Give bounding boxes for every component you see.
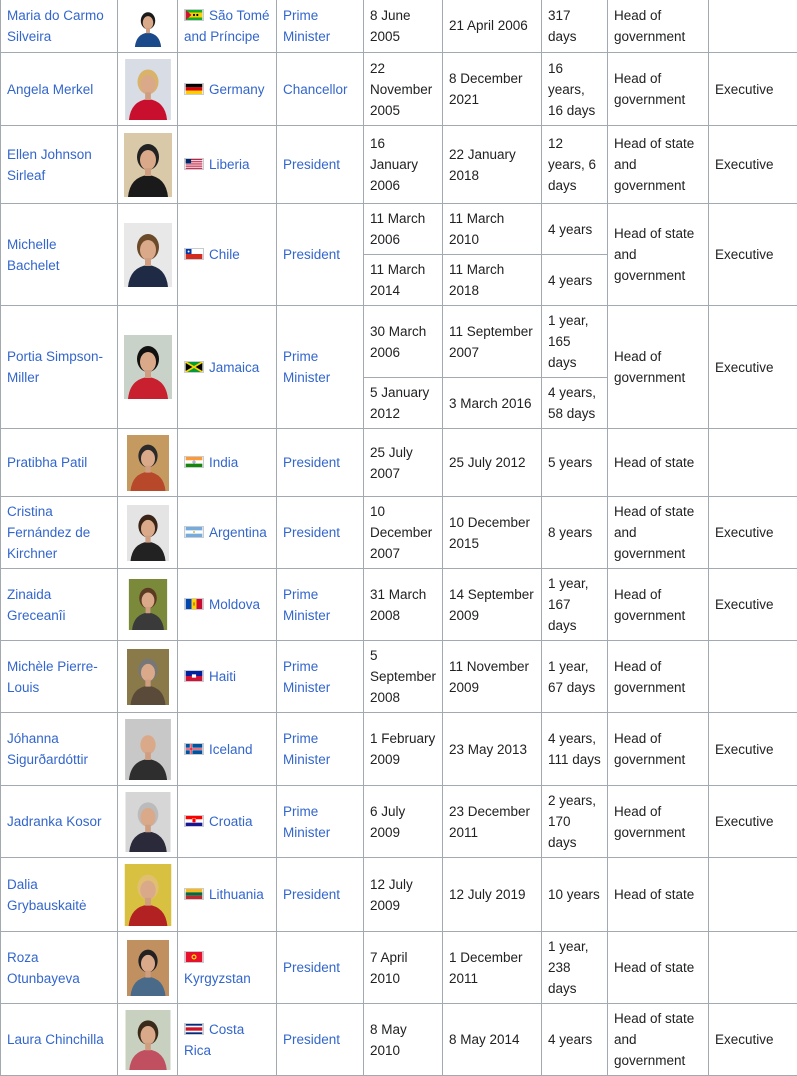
term-start-cell: 16 January 2006 [364, 126, 443, 204]
term-length-cell: 1 year, 165 days [542, 306, 608, 378]
leader-name-cell [1, 306, 118, 429]
portrait-cell [118, 569, 178, 641]
term-length-cell: 12 years, 6 days [542, 126, 608, 204]
country-cell [178, 429, 277, 497]
country-link[interactable]: India [209, 455, 238, 470]
term-end-cell: 8 May 2014 [443, 1004, 542, 1076]
table-row [1, 932, 797, 1004]
branch-cell: Executive [709, 126, 797, 204]
term-length-cell: 4 years [542, 204, 608, 255]
leader-name-link[interactable]: Maria do Carmo Silveira [7, 8, 104, 44]
flag-icon [184, 670, 204, 682]
flag-icon [184, 598, 204, 610]
term-length-cell: 1 year, 67 days [542, 641, 608, 713]
country-cell [178, 306, 277, 429]
leader-name-link[interactable]: Jóhanna Sigurðardóttir [7, 731, 88, 767]
leader-name-link[interactable]: Zinaida Greceanîi [7, 587, 66, 623]
office-cell [277, 858, 364, 932]
table-row [1, 429, 797, 497]
term-end-cell: 3 March 2016 [443, 378, 542, 429]
table-row [1, 53, 797, 126]
term-end-cell: 23 December 2011 [443, 786, 542, 858]
office-link[interactable]: President [283, 247, 340, 262]
portrait-photo-icon [124, 435, 172, 491]
branch-cell: Executive [709, 1004, 797, 1076]
flag-icon [184, 456, 204, 468]
term-length-cell: 4 years [542, 1004, 608, 1076]
country-cell [178, 858, 277, 932]
portrait-cell [118, 858, 178, 932]
term-end-cell: 11 March 2018 [443, 255, 542, 306]
leader-name-link[interactable]: Cristina Fernández de Kirchner [7, 504, 90, 561]
role-cell: Head of government [608, 53, 709, 126]
term-start-cell: 5 September 2008 [364, 641, 443, 713]
country-cell [178, 0, 277, 53]
portrait-cell [118, 126, 178, 204]
country-cell [178, 1004, 277, 1076]
portrait-cell [118, 786, 178, 858]
flag-icon [184, 83, 204, 95]
branch-cell [709, 641, 797, 713]
flag-icon [184, 526, 204, 538]
branch-cell [709, 0, 797, 53]
term-length-cell: 317 days [542, 0, 608, 53]
office-link[interactable]: President [283, 1032, 340, 1047]
term-end-cell: 8 December 2021 [443, 53, 542, 126]
branch-cell: Executive [709, 53, 797, 126]
table-row [1, 641, 797, 713]
portrait-cell [118, 932, 178, 1004]
term-start-cell: 10 December 2007 [364, 497, 443, 569]
table-row [1, 306, 797, 378]
portrait-photo-icon [124, 864, 172, 926]
leader-name-cell [1, 0, 118, 53]
leader-name-cell [1, 569, 118, 641]
office-cell [277, 786, 364, 858]
flag-icon [184, 815, 204, 827]
country-cell [178, 786, 277, 858]
term-start-cell: 25 July 2007 [364, 429, 443, 497]
portrait-cell [118, 306, 178, 429]
office-link[interactable]: Prime Minister [283, 8, 330, 44]
branch-cell: Executive [709, 204, 797, 306]
office-cell [277, 641, 364, 713]
leader-name-cell [1, 858, 118, 932]
office-cell [277, 126, 364, 204]
term-start-cell: 11 March 2006 [364, 204, 443, 255]
office-cell [277, 497, 364, 569]
country-link[interactable]: Argentina [209, 525, 267, 540]
term-end-cell: 11 September 2007 [443, 306, 542, 378]
term-length-cell: 8 years [542, 497, 608, 569]
office-link[interactable]: President [283, 960, 340, 975]
table-row [1, 1004, 797, 1076]
leader-name-link[interactable]: Ellen Johnson Sirleaf [7, 147, 92, 183]
portrait-photo-icon [124, 5, 172, 47]
flag-icon [184, 1023, 204, 1035]
portrait-cell [118, 53, 178, 126]
country-cell [178, 569, 277, 641]
office-link[interactable]: President [283, 887, 340, 902]
role-cell: Head of government [608, 306, 709, 429]
office-cell [277, 569, 364, 641]
office-cell [277, 53, 364, 126]
country-link[interactable]: Haiti [209, 669, 236, 684]
role-cell: Head of government [608, 0, 709, 53]
term-length-cell: 1 year, 167 days [542, 569, 608, 641]
leader-name-cell [1, 713, 118, 786]
country-link[interactable]: Moldova [209, 597, 260, 612]
term-end-cell: 1 December 2011 [443, 932, 542, 1004]
country-link[interactable]: Costa Rica [184, 1022, 244, 1058]
flag-icon [184, 743, 204, 755]
office-link[interactable]: President [283, 157, 340, 172]
portrait-photo-icon [124, 792, 172, 852]
office-cell [277, 1004, 364, 1076]
branch-cell: Executive [709, 306, 797, 429]
role-cell: Head of government [608, 713, 709, 786]
term-start-cell: 11 March 2014 [364, 255, 443, 306]
branch-cell [709, 429, 797, 497]
term-start-cell: 30 March 2006 [364, 306, 443, 378]
portrait-cell [118, 713, 178, 786]
office-cell [277, 204, 364, 306]
portrait-photo-icon [124, 649, 172, 705]
office-link[interactable]: Prime Minister [283, 804, 330, 840]
country-link[interactable]: Liberia [209, 157, 250, 172]
table-row [1, 126, 797, 204]
leader-name-cell [1, 126, 118, 204]
term-start-cell: 1 February 2009 [364, 713, 443, 786]
country-cell [178, 53, 277, 126]
term-length-cell: 4 years, 58 days [542, 378, 608, 429]
office-link[interactable]: President [283, 455, 340, 470]
table-row [1, 497, 797, 569]
portrait-cell [118, 204, 178, 306]
office-cell [277, 0, 364, 53]
flag-icon [184, 951, 204, 963]
country-link[interactable]: Lithuania [209, 887, 264, 902]
leader-name-cell [1, 53, 118, 126]
term-start-cell: 8 May 2010 [364, 1004, 443, 1076]
term-end-cell: 25 July 2012 [443, 429, 542, 497]
leader-name-link[interactable]: Michèle Pierre-Louis [7, 659, 98, 695]
portrait-photo-icon [124, 940, 172, 996]
term-length-cell: 2 years, 170 days [542, 786, 608, 858]
term-length-cell: 5 years [542, 429, 608, 497]
office-cell [277, 932, 364, 1004]
table-row [1, 569, 797, 641]
role-cell: Head of state [608, 932, 709, 1004]
term-start-cell: 12 July 2009 [364, 858, 443, 932]
term-start-cell: 6 July 2009 [364, 786, 443, 858]
leader-name-link[interactable]: Roza Otunbayeva [7, 950, 80, 986]
portrait-photo-icon [124, 719, 172, 780]
role-cell: Head of government [608, 569, 709, 641]
table-row [1, 0, 797, 53]
office-cell [277, 713, 364, 786]
leader-name-link[interactable]: Angela Merkel [7, 82, 93, 97]
role-cell: Head of state and government [608, 204, 709, 306]
leader-name-link[interactable]: Pratibha Patil [7, 455, 87, 470]
flag-icon [184, 888, 204, 900]
portrait-cell [118, 497, 178, 569]
table-row [1, 858, 797, 932]
leader-name-cell [1, 204, 118, 306]
term-end-cell: 21 April 2006 [443, 0, 542, 53]
branch-cell [709, 858, 797, 932]
flag-icon [184, 248, 204, 260]
country-cell [178, 204, 277, 306]
country-link[interactable]: Jamaica [209, 360, 259, 375]
country-cell [178, 126, 277, 204]
leader-name-link[interactable]: Michelle Bachelet [7, 237, 60, 273]
role-cell: Head of government [608, 641, 709, 713]
flag-icon [184, 158, 204, 170]
role-cell: Head of government [608, 786, 709, 858]
role-cell: Head of state and government [608, 126, 709, 204]
portrait-photo-icon [124, 59, 172, 120]
portrait-photo-icon [124, 1010, 172, 1070]
country-cell [178, 713, 277, 786]
table-row [1, 713, 797, 786]
term-length-cell: 1 year, 238 days [542, 932, 608, 1004]
portrait-photo-icon [124, 335, 172, 399]
leader-name-cell [1, 1004, 118, 1076]
leader-name-cell [1, 641, 118, 713]
term-end-cell: 10 December 2015 [443, 497, 542, 569]
term-length-cell: 4 years, 111 days [542, 713, 608, 786]
country-link[interactable]: São Tomé and Príncipe [184, 8, 270, 44]
country-cell [178, 497, 277, 569]
leader-name-cell [1, 429, 118, 497]
office-cell [277, 429, 364, 497]
role-cell: Head of state and government [608, 1004, 709, 1076]
portrait-photo-icon [124, 223, 172, 287]
country-link[interactable]: Iceland [209, 742, 253, 757]
portrait-photo-icon [124, 505, 172, 561]
term-end-cell: 11 March 2010 [443, 204, 542, 255]
office-link[interactable]: Prime Minister [283, 349, 330, 385]
term-end-cell: 12 July 2019 [443, 858, 542, 932]
office-cell [277, 306, 364, 429]
office-link[interactable]: Prime Minister [283, 587, 330, 623]
term-start-cell: 5 January 2012 [364, 378, 443, 429]
branch-cell: Executive [709, 497, 797, 569]
term-end-cell: 22 January 2018 [443, 126, 542, 204]
flag-icon [184, 9, 204, 21]
role-cell: Head of state and government [608, 497, 709, 569]
term-length-cell: 16 years, 16 days [542, 53, 608, 126]
office-link[interactable]: Prime Minister [283, 659, 330, 695]
flag-icon [184, 361, 204, 373]
term-end-cell: 14 September 2009 [443, 569, 542, 641]
portrait-photo-icon [124, 579, 172, 630]
branch-cell [709, 932, 797, 1004]
leader-name-cell [1, 786, 118, 858]
office-link[interactable]: Chancellor [283, 82, 348, 97]
portrait-cell [118, 0, 178, 53]
term-start-cell: 31 March 2008 [364, 569, 443, 641]
branch-cell: Executive [709, 786, 797, 858]
term-start-cell: 7 April 2010 [364, 932, 443, 1004]
role-cell: Head of state [608, 429, 709, 497]
portrait-cell [118, 429, 178, 497]
leader-name-link[interactable]: Laura Chinchilla [7, 1032, 104, 1047]
country-cell [178, 641, 277, 713]
leader-name-cell [1, 932, 118, 1004]
country-link[interactable]: Croatia [209, 814, 253, 829]
office-link[interactable]: Prime Minister [283, 731, 330, 767]
term-length-cell: 10 years [542, 858, 608, 932]
branch-cell: Executive [709, 713, 797, 786]
country-cell [178, 932, 277, 1004]
term-start-cell: 22 November 2005 [364, 53, 443, 126]
branch-cell: Executive [709, 569, 797, 641]
portrait-photo-icon [124, 133, 172, 197]
country-link[interactable]: Germany [209, 82, 265, 97]
term-end-cell: 11 November 2009 [443, 641, 542, 713]
leader-name-link[interactable]: Portia Simpson-Miller [7, 349, 103, 385]
country-link[interactable]: Kyrgyzstan [184, 971, 251, 986]
leader-name-cell [1, 497, 118, 569]
table-row [1, 786, 797, 858]
office-link[interactable]: President [283, 525, 340, 540]
portrait-cell [118, 1004, 178, 1076]
term-length-cell: 4 years [542, 255, 608, 306]
portrait-cell [118, 641, 178, 713]
table-row [1, 204, 797, 255]
leader-name-link[interactable]: Dalia Grybauskaitė [7, 877, 87, 913]
term-end-cell: 23 May 2013 [443, 713, 542, 786]
term-start-cell: 8 June 2005 [364, 0, 443, 53]
role-cell: Head of state [608, 858, 709, 932]
country-link[interactable]: Chile [209, 247, 240, 262]
leader-name-link[interactable]: Jadranka Kosor [7, 814, 102, 829]
